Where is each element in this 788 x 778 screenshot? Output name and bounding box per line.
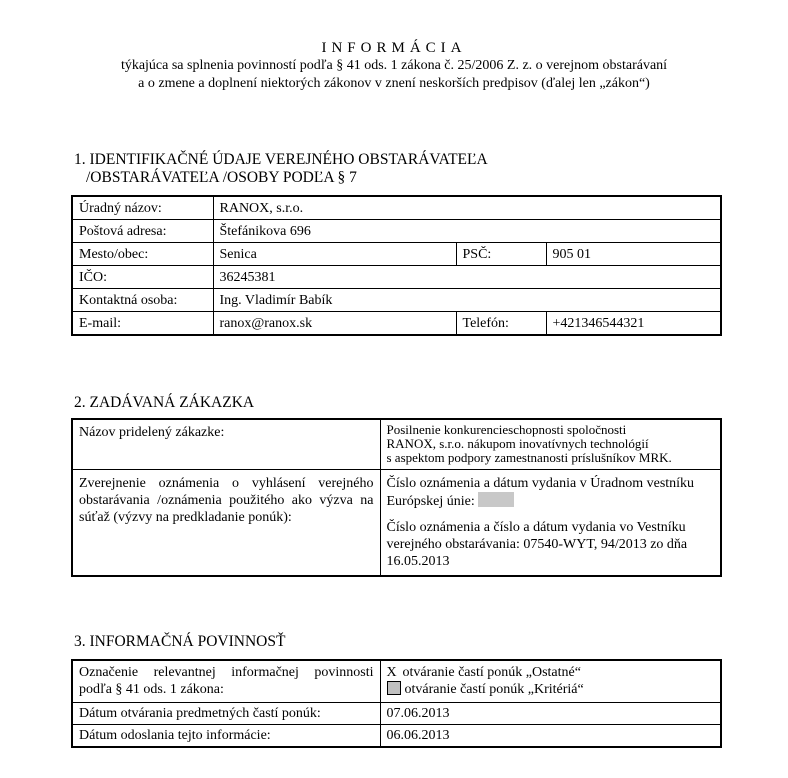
table-row <box>72 243 721 266</box>
contract-name-label: Názov pridelený zákazke: <box>72 419 380 470</box>
publication-value <box>380 470 721 577</box>
table-row <box>72 312 721 336</box>
empty-form-field <box>478 492 514 507</box>
eu-journal-line1: Číslo oznámenia a dátum vydania v Úradnom vestníku <box>386 476 695 491</box>
email-value: ranox@ranox.sk <box>213 312 456 336</box>
opening-date-value: 07.06.2013 <box>380 703 721 725</box>
information-obligation-table <box>71 659 722 748</box>
postal-address-label: Poštová adresa: <box>72 220 213 243</box>
document-title: INFORMÁCIA <box>321 40 467 56</box>
table-row <box>72 289 721 312</box>
table-row <box>72 470 721 577</box>
document-subtitle-line1: týkajúca sa splnenia povinností podľa § 41 ods. 1 zákona č. 25/2006 Z. z. o verejnom obstarávaní <box>120 58 668 73</box>
ico-label: IČO: <box>72 266 213 289</box>
eu-journal-label: Európskej únie: <box>386 494 475 509</box>
ico-value: 36245381 <box>213 266 721 289</box>
document-subtitle-line2: a o zmene a doplnení niektorých zákonov v znení neskorších predpisov (ďalej len „zákon“) <box>138 76 650 91</box>
publication-label: Zverejnenie oznámenia o vyhlásení verejného obstarávania /oznámenia použitého ako výzva na súťaž (výzvy na predkladanie ponúk): <box>72 470 380 577</box>
unchecked-checkbox-icon <box>387 681 401 695</box>
table-row <box>72 725 721 748</box>
option-kriteria-label: otváranie častí ponúk „Kritériá“ <box>404 682 584 697</box>
table-row <box>72 266 721 289</box>
table-row <box>72 419 721 470</box>
city-label: Mesto/obec: <box>72 243 213 266</box>
section1-title-line1: 1. IDENTIFIKAČNÉ ÚDAJE VEREJNÉHO OBSTARÁVATEĽA <box>74 151 488 168</box>
table-row <box>72 660 721 703</box>
sending-date-label: Dátum odoslania tejto informácie: <box>72 725 380 748</box>
option-ostatne <box>387 664 715 681</box>
identification-table <box>71 195 722 336</box>
contract-table <box>71 418 722 577</box>
postal-address-value: Štefánikova 696 <box>213 220 721 243</box>
option-ostatne-label: otváranie častí ponúk „Ostatné“ <box>402 665 581 680</box>
phone-value: +421346544321 <box>546 312 721 336</box>
eu-journal-line2 <box>387 492 715 510</box>
obligation-options <box>380 660 721 703</box>
option-kriteria <box>387 681 715 698</box>
contract-name-line: s aspektom podpory zamestnanosti príslušníkov MRK. <box>386 450 672 465</box>
sending-date-value: 06.06.2013 <box>380 725 721 748</box>
section2-title: 2. ZADÁVANÁ ZÁKAZKA <box>74 394 255 411</box>
obligation-label: Označenie relevantnej informačnej povinnosti podľa § 41 ods. 1 zákona: <box>72 660 380 703</box>
table-row <box>72 196 721 220</box>
section1-title-line2: /OBSTARÁVATEĽA /OSOBY PODĽA § 7 <box>86 169 357 186</box>
table-row <box>72 703 721 725</box>
checked-mark-icon: X <box>386 665 397 680</box>
document-header <box>0 40 788 93</box>
bulletin-text: Číslo oznámenia a číslo a dátum vydania vo Vestníku verejného obstarávania: 07540-WYT, 94/2013 zo dňa 16.05.2013 <box>386 520 688 569</box>
psc-value: 905 01 <box>546 243 721 266</box>
contract-name-value <box>380 419 721 470</box>
contact-label: Kontaktná osoba: <box>72 289 213 312</box>
contact-value: Ing. Vladimír Babík <box>213 289 721 312</box>
section3-title: 3. INFORMAČNÁ POVINNOSŤ <box>74 633 286 650</box>
opening-date-label: Dátum otvárania predmetných častí ponúk: <box>72 703 380 725</box>
city-value: Senica <box>213 243 456 266</box>
psc-label: PSČ: <box>456 243 546 266</box>
contract-name-line: Posilnenie konkurencieschopnosti spoločnosti <box>386 422 627 437</box>
contract-name-line: RANOX, s.r.o. nákupom inovatívnych technológií <box>386 436 649 451</box>
email-label: E-mail: <box>72 312 213 336</box>
official-name-label: Úradný názov: <box>72 196 213 220</box>
section1-title <box>74 151 488 187</box>
phone-label: Telefón: <box>456 312 546 336</box>
table-row <box>72 220 721 243</box>
official-name-value: RANOX, s.r.o. <box>213 196 721 220</box>
